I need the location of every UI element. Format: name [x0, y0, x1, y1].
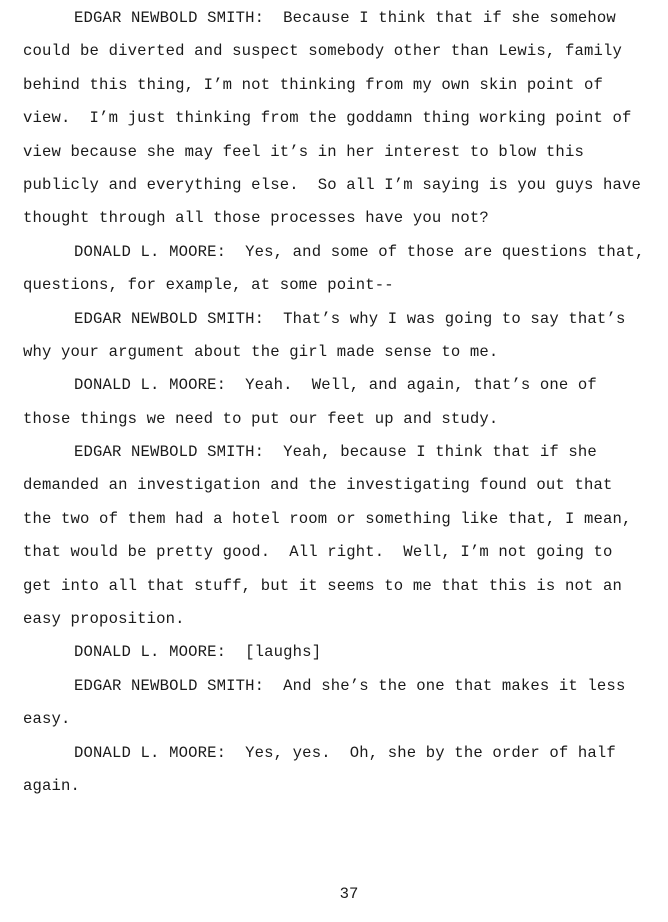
transcript-line: DONALD L. MOORE: Yeah. Well, and again, that’s one of [74, 376, 597, 395]
page-number: 37 [339, 885, 359, 903]
transcript-line: behind this thing, I’m not thinking from my own skin point of [23, 75, 603, 94]
transcript-line: EDGAR NEWBOLD SMITH: And she’s the one that makes it less [74, 676, 626, 695]
transcript-line: easy proposition. [23, 610, 185, 629]
transcript-line: why your argument about the girl made sense to me. [23, 342, 499, 361]
transcript-line: DONALD L. MOORE: Yes, and some of those are questions that, [74, 242, 645, 261]
transcript-line: EDGAR NEWBOLD SMITH: Because I think that if she somehow [74, 9, 616, 27]
transcript-line: again. [23, 776, 81, 795]
transcript-line: could be diverted and suspect somebody other than Lewis, family [23, 42, 622, 61]
transcript-line: those things we need to put our feet up and study. [23, 409, 499, 428]
transcript-line: view because she may feel it’s in her interest to blow this [23, 142, 584, 161]
transcript-line: DONALD L. MOORE: [laughs] [74, 643, 322, 662]
transcript-line: questions, for example, at some point-- [23, 276, 394, 295]
transcript-line: demanded an investigation and the investigating found out that [23, 476, 613, 495]
transcript-line: publicly and everything else. So all I’m saying is you guys have [23, 175, 642, 194]
transcript-line: get into all that stuff, but it seems to me that this is not an [23, 576, 622, 595]
transcript-line: EDGAR NEWBOLD SMITH: That’s why I was going to say that’s [74, 309, 626, 328]
transcript-line: thought through all those processes have you not? [23, 209, 489, 228]
transcript-body [23, 2, 668, 803]
transcript-line: that would be pretty good. All right. Well, I’m not going to [23, 543, 613, 562]
transcript-line: DONALD L. MOORE: Yes, yes. Oh, she by the order of half [74, 743, 616, 762]
transcript-line: the two of them had a hotel room or something like that, I mean, [23, 509, 632, 528]
transcript-line: EDGAR NEWBOLD SMITH: Yeah, because I think that if she [74, 443, 597, 462]
transcript-line: easy. [23, 710, 71, 729]
transcript-line: view. I’m just thinking from the goddamn thing working point of [23, 109, 632, 128]
